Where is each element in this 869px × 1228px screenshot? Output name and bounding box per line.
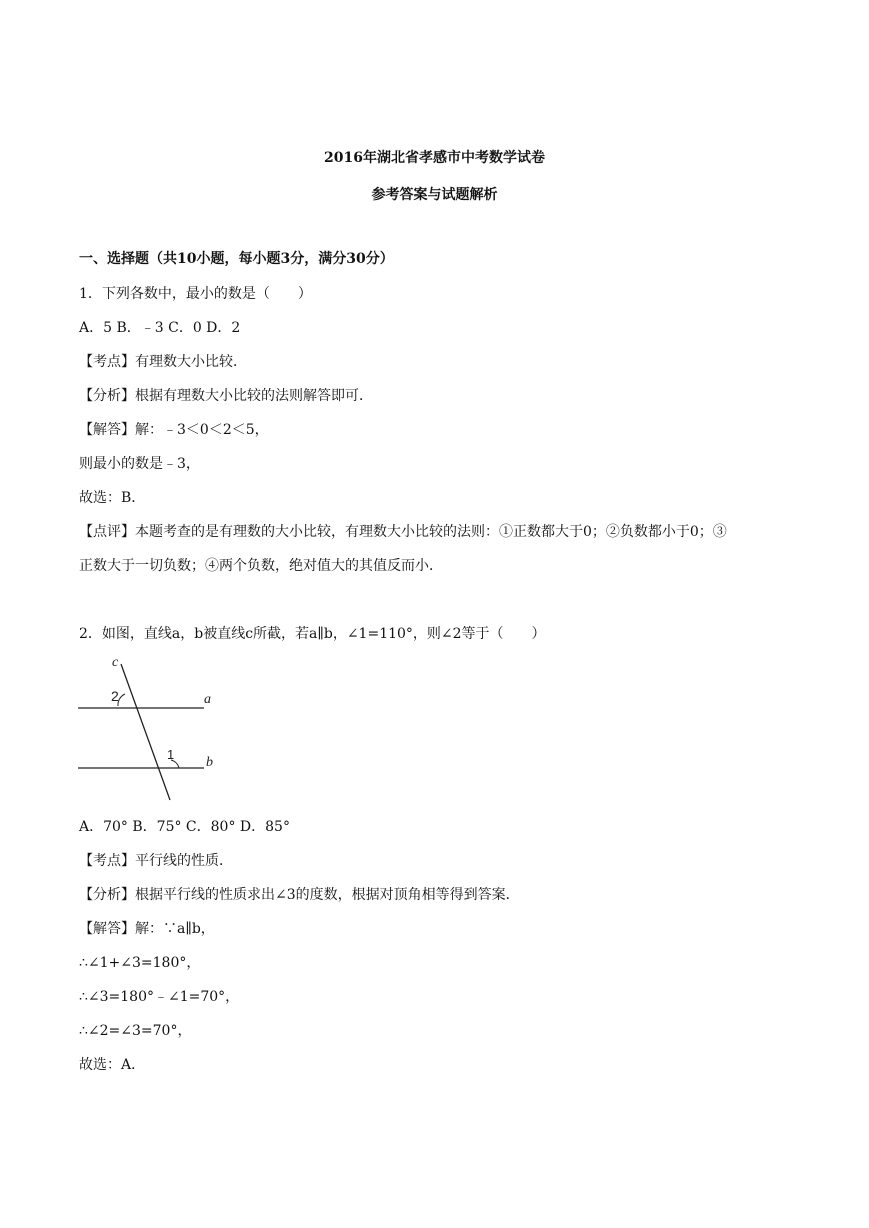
label-b: b [206,755,213,770]
q1-jieda-line1: 【解答】解：﹣3＜0＜2＜5， [79,422,269,438]
q1-kaodian: 【考点】有理数大小比较． [79,354,247,370]
q2-jieda-line4: ∴∠2=∠3=70°， [79,1023,192,1039]
label-c: c [112,655,119,670]
q2-stem: 2．如图，直线a，b被直线c所截，若a∥b，∠1=110°，则∠2等于（ ） [79,626,546,642]
parallel-lines-figure [78,654,218,802]
q2-kaodian: 【考点】平行线的性质． [79,853,233,869]
q1-jieda-line3: 故选：B． [79,490,146,506]
label-angle-2: 2 [111,688,119,704]
section-heading: 一、选择题（共10小题，每小题3分，满分30分） [79,251,394,267]
q2-jieda-line5: 故选：A． [79,1057,146,1073]
q2-jieda-line3: ∴∠3=180°﹣∠1=70°， [79,989,240,1005]
label-a: a [204,692,211,707]
q1-options: A．5 B．﹣3 C．0 D．2 [79,320,241,336]
q2-jieda-line1: 【解答】解：∵a∥b， [79,921,215,937]
angle-2-arc [118,694,125,706]
line-c [121,664,170,800]
q2-jieda-line2: ∴∠1+∠3=180°， [79,955,201,971]
document-title: 2016年湖北省孝感市中考数学试卷 [324,150,545,166]
document-subtitle: 参考答案与试题解析 [371,187,498,203]
label-angle-1: 1 [167,747,175,762]
q1-stem: 1．下列各数中，最小的数是（ ） [79,286,312,302]
q2-options: A．70° B．75° C．80° D．85° [79,819,290,835]
q1-fenxi: 【分析】根据有理数大小比较的法则解答即可． [79,388,373,404]
q1-jieda-line2: 则最小的数是﹣3， [79,456,200,472]
q2-fenxi: 【分析】根据平行线的性质求出∠3的度数，根据对顶角相等得到答案． [79,887,520,903]
q1-dianping-line2: 正数大于一切负数；④两个负数，绝对值大的其值反而小． [79,558,443,574]
q1-dianping-line1: 【点评】本题考查的是有理数的大小比较，有理数大小比较的法则：①正数都大于0；②负数都小于0；③ [79,524,727,540]
